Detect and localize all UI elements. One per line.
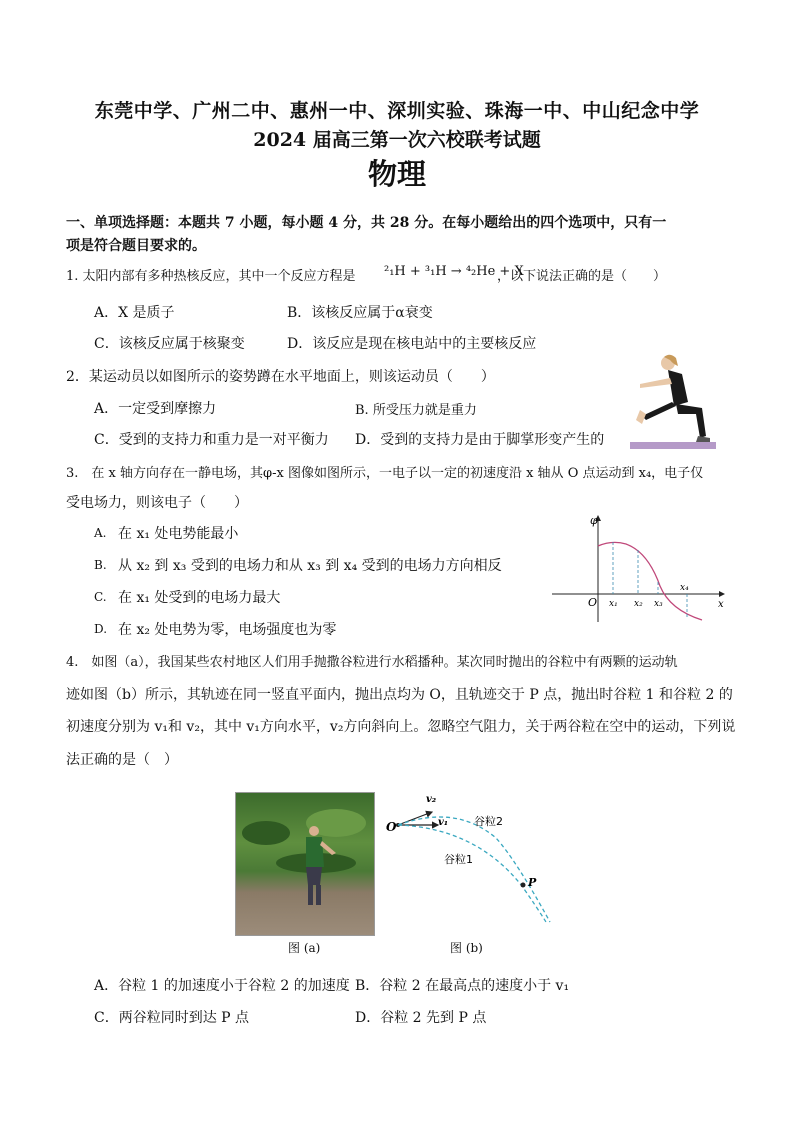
subject-title: 物理 bbox=[367, 157, 426, 191]
q3-option-a: 在 x₁ 处电势能最小 bbox=[118, 526, 239, 542]
q1-option-d: D．该反应是现在核电站中的主要核反应 bbox=[287, 336, 537, 352]
grain1-label: 谷粒1 bbox=[444, 853, 473, 866]
q3-label-c: C. bbox=[94, 590, 107, 604]
v1-label: v₁ bbox=[438, 817, 449, 828]
athlete-squat-image bbox=[626, 350, 718, 452]
trajectory-diagram bbox=[386, 788, 558, 926]
v2-arrow bbox=[398, 812, 432, 825]
exam-title: 2024 届高三第一次六校联考试题 bbox=[253, 129, 541, 151]
q4-stem-line4: 法正确的是（ ） bbox=[66, 752, 178, 768]
q1-option-b: B．该核反应属于α衰变 bbox=[287, 305, 433, 321]
q3-option-c: 在 x₁ 处受到的电场力最大 bbox=[118, 590, 281, 606]
q4-stem-line1: 4. 如图（a），我国某些农村地区人们用手抛撒谷粒进行水稻播种。某次同时抛出的谷粒中有两颗的运动轨 bbox=[66, 655, 678, 670]
section-instructions-line2: 项是符合题目要求的。 bbox=[66, 238, 206, 254]
o-label: O bbox=[386, 820, 397, 834]
q3-label-a: A. bbox=[94, 526, 107, 540]
q3-stem-line2: 受电场力，则该电子（ ） bbox=[66, 495, 248, 511]
section-instructions-line1: 一、单项选择题：本题共 7 小题，每小题 4 分，共 28 分。在每小题给出的四个选项中，只有一 bbox=[66, 215, 667, 231]
origin-label: O bbox=[588, 596, 598, 609]
phi-x-graph bbox=[552, 510, 730, 626]
intersection-point bbox=[521, 883, 526, 888]
x3-tick-label: x₃ bbox=[654, 599, 663, 609]
q3-label-d: D. bbox=[94, 622, 108, 636]
q3-option-b: 从 x₂ 到 x₃ 受到的电场力和从 x₃ 到 x₄ 受到的电场力方向相反 bbox=[118, 558, 502, 574]
grain2-label: 谷粒2 bbox=[474, 815, 503, 828]
x2-tick-label: x₂ bbox=[634, 599, 643, 609]
grain2-trajectory bbox=[398, 817, 550, 922]
q4-option-b: B．谷粒 2 在最高点的速度小于 v₁ bbox=[355, 978, 570, 994]
v2-label: v₂ bbox=[426, 794, 437, 805]
grain1-trajectory bbox=[398, 825, 546, 922]
q2-stem: 2．某运动员以如图所示的姿势蹲在水平地面上，则该运动员（ ） bbox=[66, 369, 495, 385]
rice-sowing-photo bbox=[235, 792, 375, 936]
q1-option-c: C．该核反应属于核聚变 bbox=[94, 336, 245, 352]
p-label: P bbox=[528, 876, 537, 889]
x1-tick-label: x₁ bbox=[609, 599, 618, 609]
q1-equation: ²₁H + ³₁H → ⁴₂He + X bbox=[384, 264, 524, 279]
phi-label: φ bbox=[590, 514, 598, 527]
fig-a-caption: 图 (a) bbox=[288, 941, 321, 955]
q4-option-a: A．谷粒 1 的加速度小于谷粒 2 的加速度 bbox=[94, 978, 350, 994]
q4-option-d: D．谷粒 2 先到 P 点 bbox=[355, 1010, 487, 1026]
q2-option-c: C．受到的支持力和重力是一对平衡力 bbox=[94, 432, 329, 448]
q1-stem-a: 1. 太阳内部有多种热核反应，其中一个反应方程是 bbox=[66, 269, 356, 284]
q3-label-b: B. bbox=[94, 558, 107, 572]
q1-stem-b: ，以下说法正确的是（ ） bbox=[497, 269, 667, 284]
q3-option-d: 在 x₂ 处电势为零，电场强度也为零 bbox=[118, 622, 337, 638]
q4-option-c: C．两谷粒同时到达 P 点 bbox=[94, 1010, 250, 1026]
fig-b-caption: 图 (b) bbox=[450, 941, 483, 955]
x4-tick-label: x₄ bbox=[680, 583, 689, 593]
q4-stem-line2: 迹如图（b）所示，其轨迹在同一竖直平面内，抛出点均为 O，且轨迹交于 P 点，抛出时谷粒 1 和谷粒 2 的 bbox=[66, 687, 733, 703]
school-list: 东莞中学、广州二中、惠州一中、深圳实验、珠海一中、中山纪念中学 bbox=[94, 100, 700, 122]
q3-stem-line1: 3. 在 x 轴方向存在一静电场，其φ-x 图像如图所示，一电子以一定的初速度沿 x 轴从 O 点运动到 x₄，电子仅 bbox=[66, 466, 704, 481]
q2-option-a: A．一定受到摩擦力 bbox=[94, 401, 217, 417]
q2-option-d: D．受到的支持力是由于脚掌形变产生的 bbox=[355, 432, 605, 448]
q1-option-a: A．X 是质子 bbox=[94, 305, 175, 321]
x-label: x bbox=[718, 599, 724, 610]
q2-option-b: B. 所受压力就是重力 bbox=[355, 403, 477, 418]
q4-stem-line3: 初速度分别为 v₁和 v₂，其中 v₁方向水平，v₂方向斜向上。忽略空气阻力，关于两谷粒在空中的运动，下列说 bbox=[66, 719, 736, 735]
